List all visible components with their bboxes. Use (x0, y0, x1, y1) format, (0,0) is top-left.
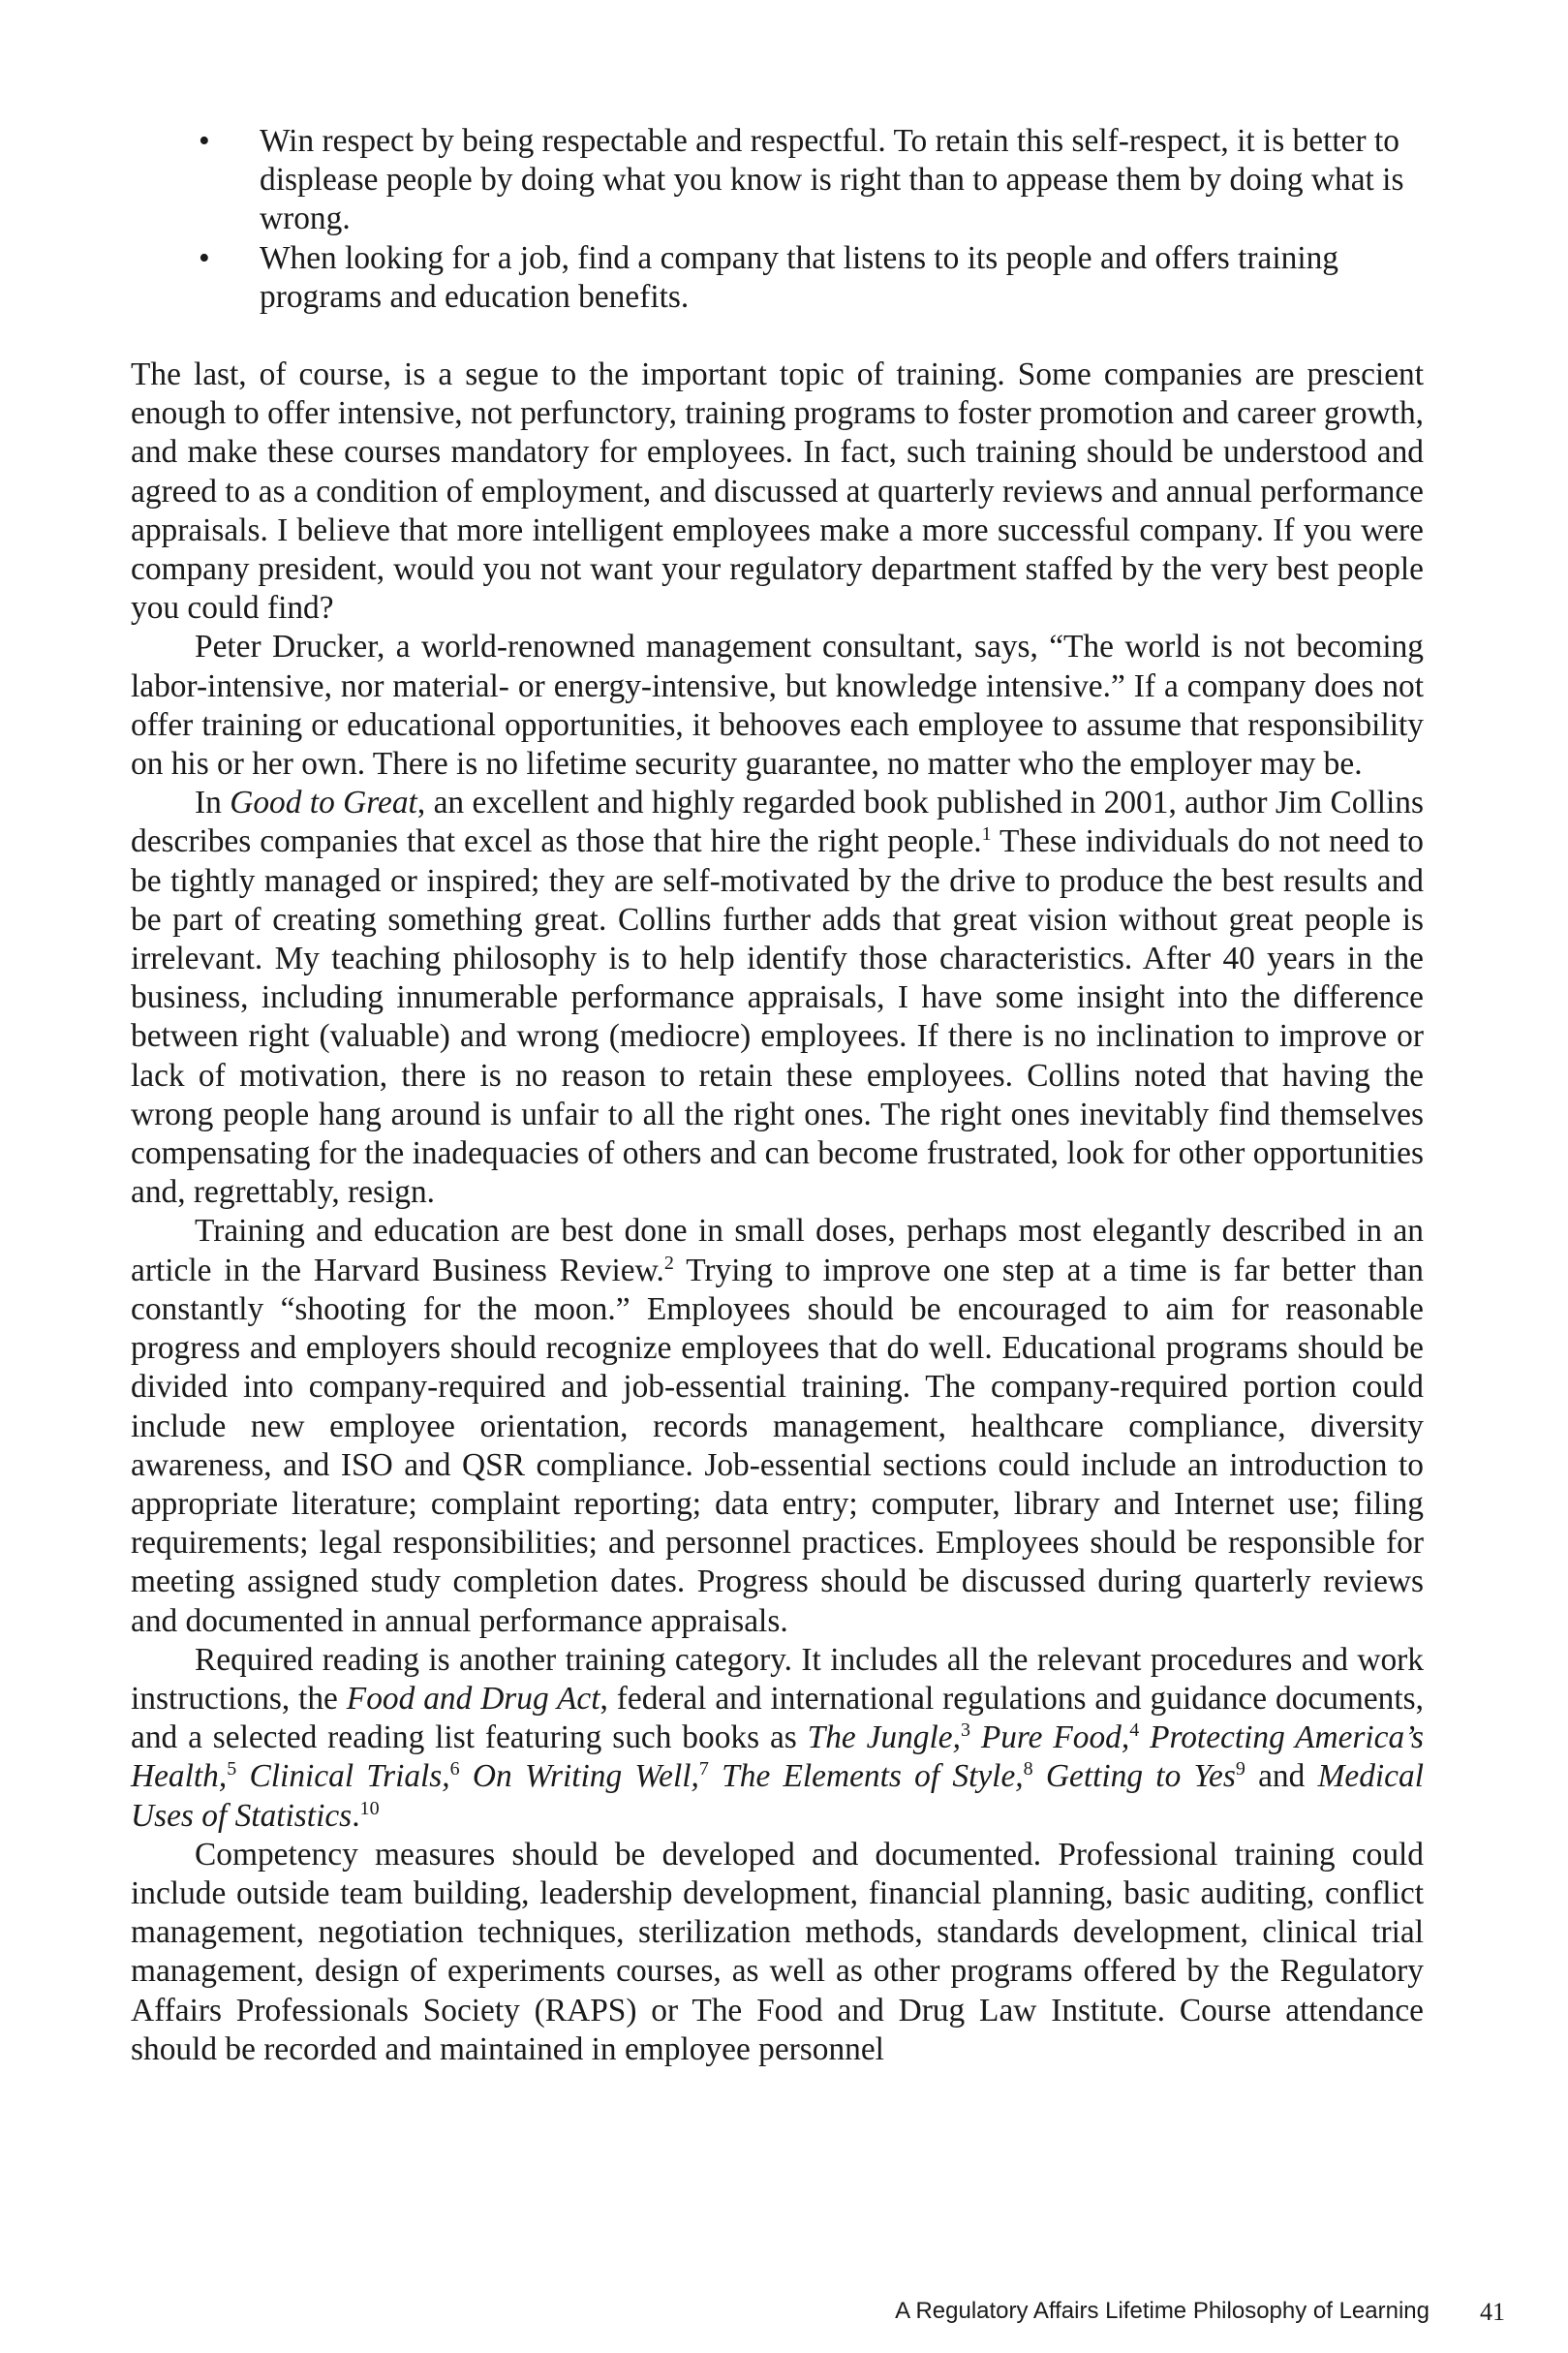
paragraph-good-to-great (131, 784, 1424, 1212)
footnote-ref: 7 (698, 1758, 709, 1780)
text-run: Trying to improve one step at a time is far better than constantly “shooting for the moon.” Employees should be encouraged to aim for reasonable progress and employers should recognize employees that do well. Educational programs should be divided into company-required and job-essential training. The company-required portion could include new employee orientation, records management, healthcare compliance, diversity awareness, and ISO and QSR compliance. Job-essential sections could include an introduction to appropriate literature; complaint reporting; data entry; computer, library and Internet use; filing requirements; legal responsibilities; and personnel practices. Employees should be responsible for meeting assigned study completion dates. Progress should be discussed during quarterly reviews and documented in annual performance appraisals. (131, 1252, 1424, 1639)
footnote-ref: 4 (1129, 1719, 1140, 1741)
text-run: Training and education are best done in small doses, perhaps most elegantly described in an article in the Harvard Business Review. (131, 1213, 1424, 1288)
book-title: Getting to Yes (1032, 1758, 1236, 1795)
footnote-ref: 10 (359, 1797, 380, 1819)
book-title: Protecting America’s Health, (131, 1719, 1424, 1795)
bullet-text: Win respect by being respectable and respectful. To retain this self-respect, it is better to displease people by doing what you know is right than to appease them by doing what is wrong. (260, 123, 1404, 237)
bullet-dot: • (199, 123, 210, 159)
bullet-item (131, 122, 1424, 239)
footnote-ref: 2 (663, 1252, 674, 1274)
book-title: Good to Great (230, 785, 417, 821)
footnote-ref: 6 (449, 1758, 460, 1780)
text-run: , an excellent and highly regarded book published in 2001, author Jim Collins describes companies that excel as those that hire the right people. (131, 785, 1424, 860)
text-run: In (195, 785, 231, 821)
act-title: Food and Drug Act (346, 1680, 600, 1717)
paragraph-training-education (131, 1212, 1424, 1640)
footnote-ref: 8 (1023, 1758, 1033, 1780)
book-title: On Writing Well, (459, 1758, 699, 1795)
text-run: and (1245, 1758, 1318, 1795)
bullet-item (131, 239, 1424, 317)
book-title: Pure Food, (969, 1719, 1130, 1756)
footnote-ref: 9 (1235, 1758, 1245, 1780)
book-title: The Jungle, (807, 1719, 961, 1756)
paragraph-required-reading (131, 1641, 1424, 1836)
paragraph-training: The last, of course, is a segue to the important topic of training. Some companies are prescient enough to offer intensive, not perfunctory, training programs to foster promotion and career growth, and make these courses mandatory for employees. In fact, such training should be understood and agreed to as a condition of employment, and discussed at quarterly reviews and annual performance appraisals. I believe that more intelligent employees make a more successful company. If you were company president, would you not want your regulatory department staffed by the very best people you could find? (131, 356, 1424, 627)
running-footer-title: A Regulatory Affairs Lifetime Philosophy of Learning (895, 2298, 1430, 2324)
paragraph-drucker: Peter Drucker, a world-renowned management consultant, says, “The world is not becoming labor-intensive, nor material- or energy-intensive, but knowledge intensive.” If a company does not offer training or educational opportunities, it behooves each employee to assume that responsibility on his or her own. There is no lifetime security guarantee, no matter who the employer may be. (131, 629, 1424, 783)
bullet-text: When looking for a job, find a company that listens to its people and offers training programs and education benefits. (260, 239, 1339, 315)
bullet-dot: • (199, 239, 210, 276)
footnote-ref: 3 (960, 1719, 970, 1741)
book-title: Clinical Trials, (236, 1758, 450, 1795)
text-run: These individuals do not need to be tightly managed or inspired; they are self-motivated by the drive to produce the best results and be part of creating something great. Collins further adds that great vision without great people is irrelevant. My teaching philosophy is to help identify those characteristics. After 40 years in the business, including innumerable performance appraisals, I have some insight into the difference between right (valuable) and wrong (mediocre) employees. If there is no inclination to improve or lack of motivation, there is no reason to retain these employees. Collins noted that having the wrong people hang around is unfair to all the right ones. The right ones inevitably find themselves compensating for the inadequacies of others and can become frustrated, look for other opportunities and, regrettably, resign. (131, 823, 1425, 1211)
text-run: Required reading is another training category. It includes all the relevant procedures and work instructions, the (131, 1641, 1424, 1717)
page-number: 41 (1480, 2298, 1505, 2326)
bullet-list (131, 122, 1424, 317)
footnote-ref: 5 (227, 1758, 237, 1780)
book-title: The Elements of Style, (708, 1758, 1024, 1795)
book-title: Medical Uses of Statistics (131, 1758, 1424, 1834)
footnote-ref: 1 (981, 823, 992, 846)
text-run: . (352, 1797, 360, 1834)
page-body (131, 122, 1424, 2069)
paragraph-competency: Competency measures should be developed and documented. Professional training could include outside team building, leadership development, financial planning, basic auditing, conflict management, negotiation techniques, sterilization methods, standards development, clinical trial management, design of experiments courses, as well as other programs offered by the Regulatory Affairs Professionals Society (RAPS) or The Food and Drug Law Institute. Course attendance should be recorded and maintained in employee personnel (131, 1836, 1424, 2067)
text-run: , federal and international regulations and guidance documents, and a selected reading list featuring such books as (131, 1680, 1424, 1756)
